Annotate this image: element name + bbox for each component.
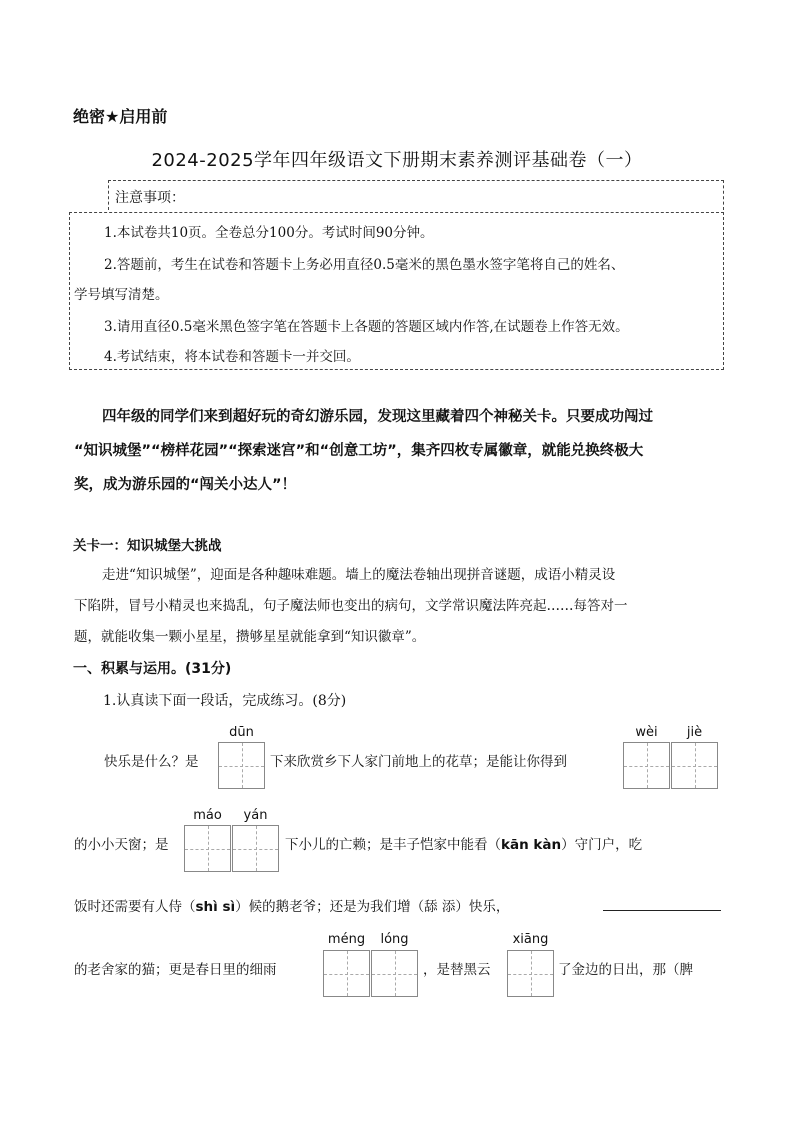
passage-text: 的小小天窗；是 (74, 837, 169, 853)
intro-line: “知识城堡”“榜样花园”“探索迷宫”和“创意工坊”，集齐四枚专属徽章，就能兑换终极大 (74, 443, 644, 459)
passage-text: ，是替黑云 (423, 962, 491, 978)
section-title: 一、积累与运用。(31分) (73, 661, 232, 677)
passage-text: 的老舍家的猫；更是春日里的细雨 (74, 962, 277, 978)
pinyin-choice[interactable]: kān kàn (501, 837, 562, 853)
notice-item: 4.考试结束，将本试卷和答题卡一并交回。 (104, 349, 360, 365)
notice-item: 2.答题前，考生在试卷和答题卡上务必用直径0.5毫米的黑色墨水签字笔将自己的姓名、 (104, 257, 625, 273)
notice-item: 1.本试卷共10页。全卷总分100分。考试时间90分钟。 (104, 225, 434, 241)
confidential-label: 绝密★启用前 (73, 107, 168, 126)
passage-text: 了金边的日出，那（脾 (558, 962, 693, 978)
notice-heading-box (108, 180, 724, 210)
passage-text (74, 895, 509, 915)
notice-heading: 注意事项： (115, 190, 185, 206)
intro-paragraph (74, 400, 724, 502)
answer-grid[interactable] (507, 950, 554, 997)
answer-grid[interactable] (323, 950, 370, 997)
level-story (74, 560, 724, 653)
pinyin-label: yán (243, 808, 268, 823)
pinyin-label: xiāng (512, 932, 549, 947)
intro-line: 四年级的同学们来到超好玩的奇幻游乐园，发现这里藏着四个神秘关卡。只要成功闯过 (102, 409, 653, 425)
notice-item: 学号填写清楚。 (74, 287, 169, 303)
story-line: 下陷阱，冒号小精灵也来捣乱，句子魔法师也变出的病句，文学常识魔法阵亮起……每答对一 (74, 598, 628, 614)
passage-text: 下来欣赏乡下人家门前地上的花草；是能让你得到 (270, 754, 567, 770)
fill-blank[interactable] (603, 892, 721, 911)
passage-text: ）守门户，吃 (561, 837, 643, 853)
story-line: 走进“知识城堡”，迎面是各种趣味难题。墙上的魔法卷轴出现拼音谜题，成语小精灵设 (102, 567, 616, 583)
pinyin-label: dūn (229, 725, 254, 740)
pinyin-label: méng (327, 932, 366, 947)
passage-text: ）候的鹅老爷；还是为我们增（舔 添）快乐， (235, 899, 510, 915)
answer-grid[interactable] (184, 825, 231, 872)
story-line: 题，就能收集一颗小星星，攒够星星就能拿到“知识徽章”。 (74, 629, 426, 645)
answer-grid[interactable] (218, 742, 265, 789)
passage-text: 快乐是什么？是 (104, 754, 199, 770)
page-title: 2024-2025学年四年级语文下册期末素养测评基础卷（一） (151, 150, 643, 171)
passage-text (285, 833, 642, 853)
pinyin-label: lóng (380, 932, 409, 947)
level-title: 关卡一：知识城堡大挑战 (73, 538, 222, 554)
answer-grid[interactable] (671, 742, 718, 789)
notice-box (69, 212, 724, 370)
pinyin-label: jiè (686, 725, 703, 740)
intro-line: 奖，成为游乐园的“闯关小达人”！ (74, 477, 297, 493)
answer-grid[interactable] (371, 950, 418, 997)
pinyin-label: máo (193, 808, 222, 823)
answer-grid[interactable] (232, 825, 279, 872)
pinyin-choice[interactable]: shì sì (195, 899, 236, 915)
passage-text: 饭时还需要有人侍（ (74, 899, 196, 915)
pinyin-label: wèi (635, 725, 658, 740)
answer-grid[interactable] (623, 742, 670, 789)
passage-text: 下小儿的亡赖；是丰子恺家中能看（ (285, 837, 501, 853)
question-prompt: 1.认真读下面一段话，完成练习。(8分) (103, 693, 347, 709)
notice-item: 3.请用直径0.5毫米黑色签字笔在答题卡上各题的答题区域内作答,在试题卷上作答无效。 (104, 319, 629, 335)
